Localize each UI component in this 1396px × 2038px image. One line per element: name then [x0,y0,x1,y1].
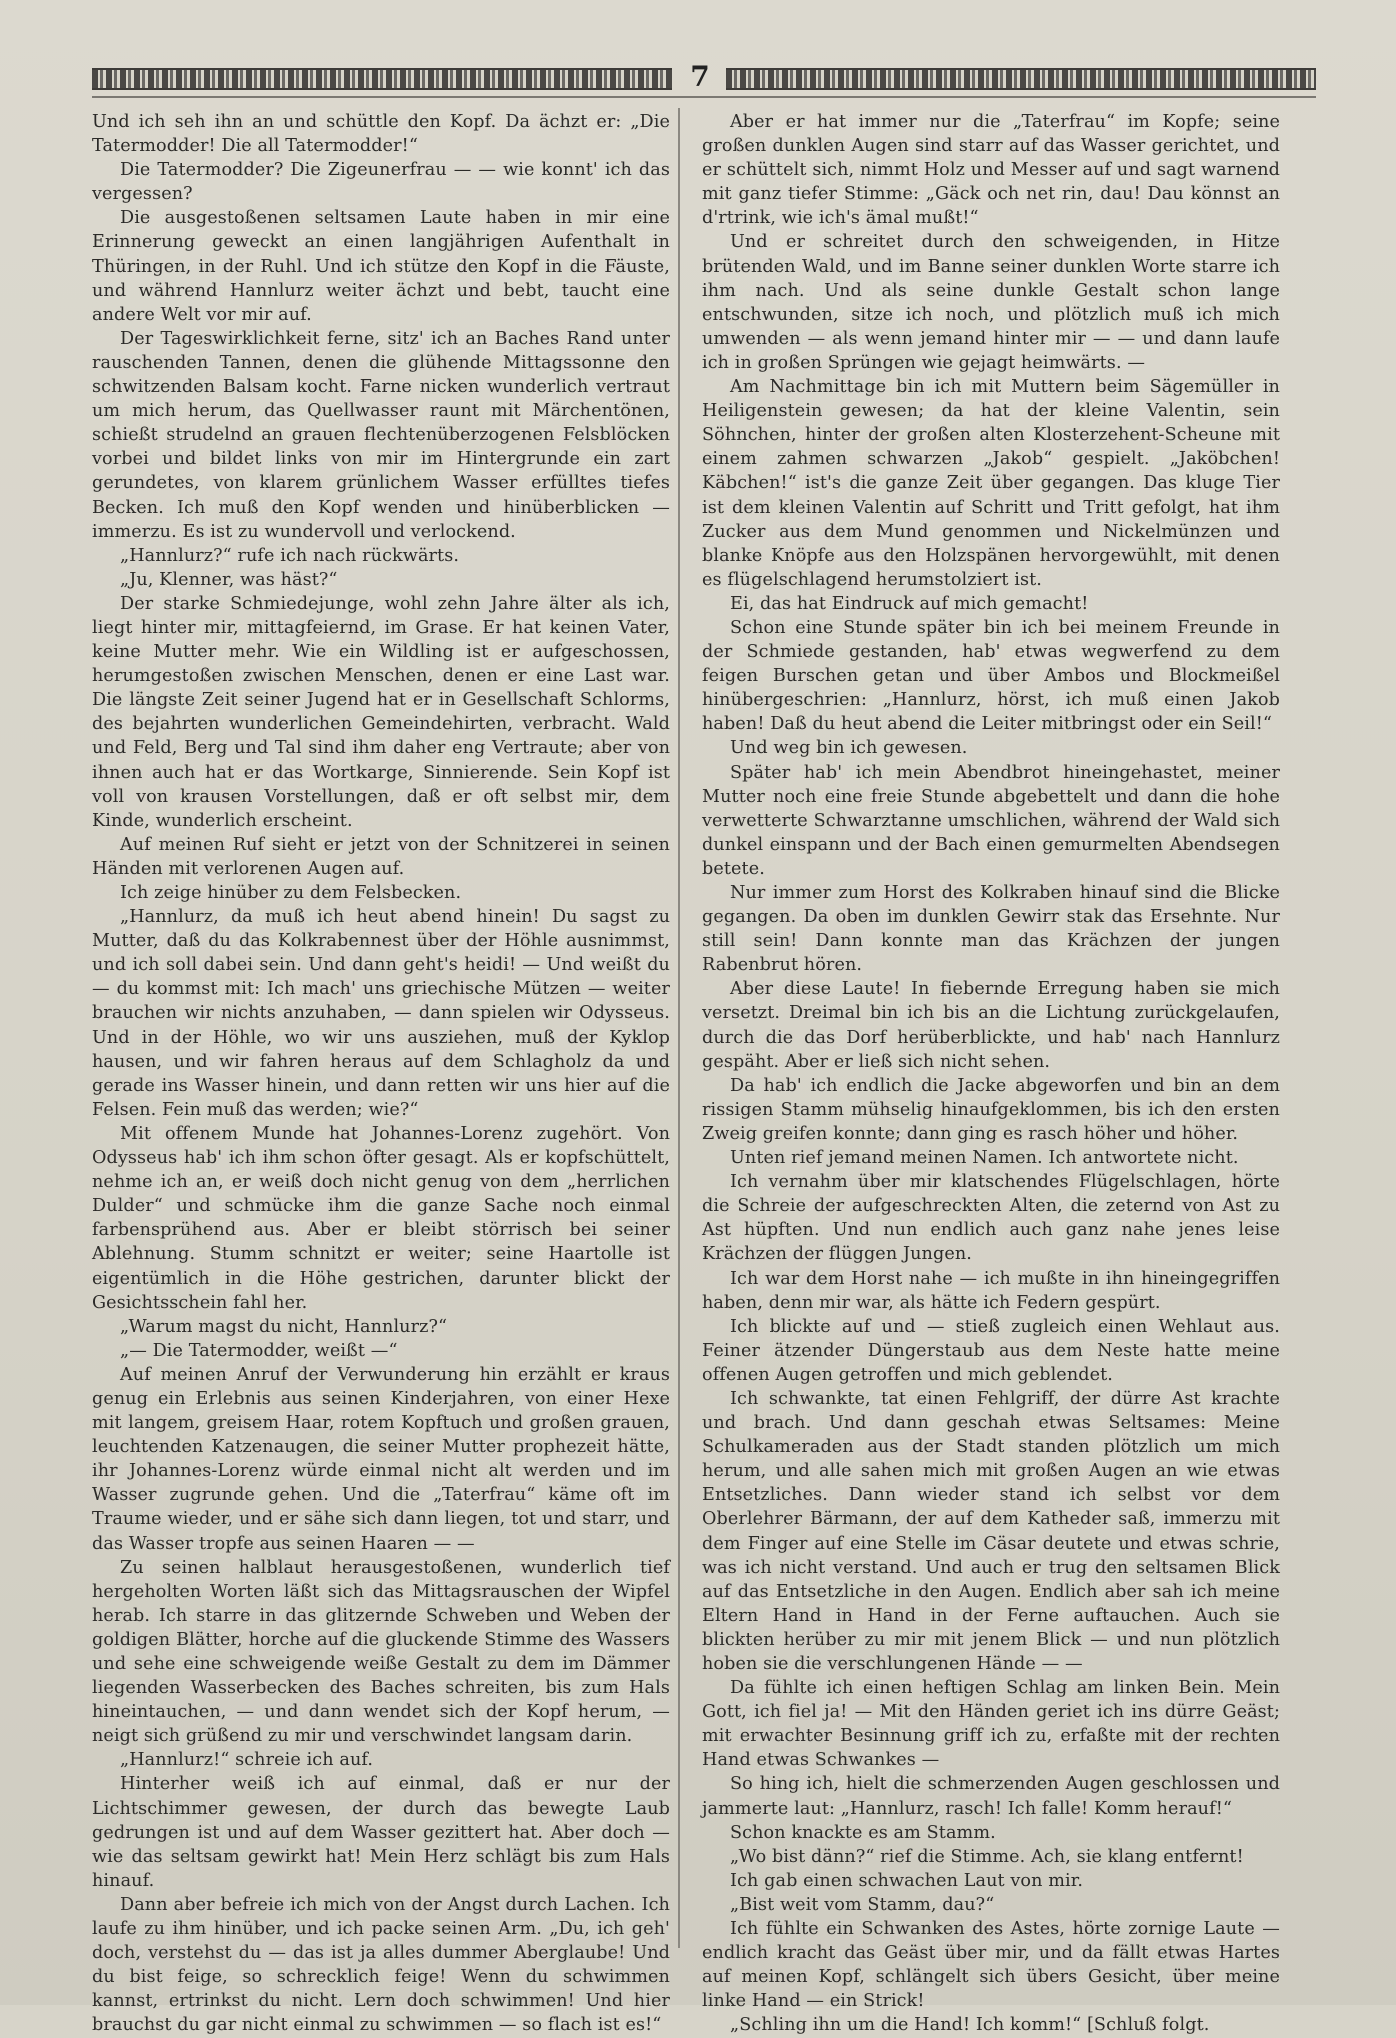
paragraph: Schon eine Stunde später bin ich bei meinem Freunde in der Schmiede gestanden, hab' etwas wegwerfend zu dem feigen Burschen getan und über Ambos und Blockmeißel hinübergeschrien: „Hannlurz, hörst, ich muß einen Jakob haben! Daß du heut abend die Leiter mitbringst oder ein Seil!“ [702,617,1280,735]
paragraph: Ich schwankte, tat einen Fehlgriff, der dürre Ast krachte und brach. Und dann geschah etwas Seltsames: Meine Schulkameraden aus der Stadt standen plötzlich um mich herum, und alle sahen mich mit großen Augen an wie etwas Entsetzliches. Dann wieder stand ich selbst vor dem Oberlehrer Bärmann, der auf dem Katheder saß, immerzu mit dem Finger auf eine Stelle im Cäsar deutete und etwas schrie, was ich nicht verstand. Und auch er trug den seltsamen Blick auf das Entsetzliche in den Augen. Endlich aber sah ich meine Eltern Hand in Hand in der Ferne auftauchen. Auch sie blickten herüber zu mir mit jenem Blick — und nun plötzlich hoben sie die verschlungenen Hände — — [702,1388,1280,1674]
paragraph: „Schling ihn um die Hand! Ich komm!“ [Schluß folgt. [730,2015,1210,2036]
paragraph: Auf meinen Ruf sieht er jetzt von der Schnitzerei in seinen Händen mit verlorenen Augen auf. [92,834,670,879]
left-column [92,110,670,2038]
paragraph: Und er schreitet durch den schweigenden, in Hitze brütenden Wald, und im Banne seiner dunklen Worte starre ich ihm nach. Und als seine dunkle Gestalt schon lange entschwunden, sitze ich noch, und plötzlich muß ich mich umwenden — als wenn jemand hinter mir — — und dann laufe ich in großen Sprüngen wie gejagt heimwärts. — [702,232,1280,373]
paragraph: „Ju, Klenner, was häst?“ [120,569,338,590]
paragraph: Hinterher weiß ich auf einmal, daß er nur der Lichtschimmer gewesen, der durch das bewegte Laub gedrungen ist und auf dem Wasser gezittert hat. Aber doch — wie das seltsam gewirkt hat! Mein Herz schlägt bis zum Hals hinauf. [92,1774,670,1891]
paragraph: Zu seinen halblaut herausgestoßenen, wunderlich tief hergeholten Worten läßt sich das Mittagsrauschen der Wipfel herab. Ich starre in das glitzernde Schweben und Weben der goldigen Blätter, horche auf die gluckende Stimme des Wassers und sehe eine schweigende weiße Gestalt zu dem im Dämmer liegenden Wasserbecken des Baches schreiten, bis zum Hals hineintauchen, — und dann wendet sich der Kopf herum, — neigt sich grüßend zu mir und verschwindet langsam darin. [92,1557,670,1747]
paragraph: „Warum magst du nicht, Hannlurz?“ [120,1316,448,1337]
paragraph: Später hab' ich mein Abendbrot hineingehastet, meiner Mutter noch eine freie Stunde abgebettelt und dann die hohe verwetterte Schwarztanne umschlichen, während der Wald sich dunkel einspann und der Bach einen gemurmelten Abendsegen betete. [702,762,1280,879]
paragraph: Aber diese Laute! In fiebernde Erregung haben sie mich versetzt. Dreimal bin ich bis an die Lichtung zurückgelaufen, durch die das Dorf herüberblickte, und hab' nach Hannlurz gespäht. Aber er ließ sich nicht sehen. [702,979,1280,1072]
paragraph: Nur immer zum Horst des Kolkraben hinauf sind die Blicke gegangen. Da oben im dunklen Gewirr stak das Ersehnte. Nur still sein! Dann konnte man das Krächzen der jungen Rabenbrut hören. [702,883,1280,976]
paragraph: „— Die Tatermodder, weißt —“ [120,1340,398,1361]
right-column [702,110,1280,2038]
paragraph: Die ausgestoßenen seltsamen Laute haben in mir eine Erinnerung geweckt an einen langjährigen Aufenthalt in Thüringen, in der Ruhl. Und ich stütze den Kopf in die Fäuste, und während Hannlurz weiter ächzt und bebt, taucht eine andere Welt vor mir auf. [92,208,670,325]
header-rule [92,96,1316,98]
paragraph: Der starke Schmiedejunge, wohl zehn Jahre älter als ich, liegt hinter mir, mittagfeiernd, im Grase. Er hat keinen Vater, keine Mutter mehr. Wie ein Wildling ist er aufgeschossen, herumgestoßen zwischen Menschen, denen er eine Last war. Die längste Zeit seiner Jugend hat er in Gesellschaft Schlorms, des bejahrten wunderlichen Gemeindehirten, verbracht. Wald und Feld, Berg und Tal sind ihm daher eng Vertraute; aber von ihnen auch hat er das Wortkarge, Sinnierende. Sein Kopf ist voll von krausen Vorstellungen, daß er oft selbst mir, dem Kinde, wunderlich erscheint. [92,593,670,831]
paragraph: Aber er hat immer nur die „Taterfrau“ im Kopfe; seine großen dunklen Augen sind starr auf das Wasser gerichtet, und er schüttelt sich, nimmt Holz und Messer auf und sagt warnend mit ganz tiefer Stimme: „Gäck och net rin, dau! Dau könnst an d'rtrink, wie ich's ämal mußt!“ [702,112,1280,229]
paragraph: Der Tageswirklichkeit ferne, sitz' ich an Baches Rand unter rauschenden Tannen, denen die glühende Mittagssonne den schwitzenden Balsam kocht. Farne nicken wunderlich vertraut um mich herum, das Quellwasser raunt mit Märchentönen, schießt strudelnd an grauen flechtenüberzogenen Felsblöcken vorbei und bildet links von mir im Hintergrunde ein zart gerundetes, von klarem grünlichem Wasser erfülltes tiefes Becken. Ich muß den Kopf wenden und hinüberblicken — immerzu. Es ist zu wundervoll und verlockend. [92,328,670,542]
header-ornament-right [726,68,1316,90]
paragraph: Da hab' ich endlich die Jacke abgeworfen und bin an dem rissigen Stamm mühselig hinaufgeklommen, bis ich den ersten Zweig greifen konnte; dann ging es rasch höher und höher. [702,1075,1280,1144]
paragraph: Und weg bin ich gewesen. [730,738,968,759]
paragraph: „Wo bist dänn?“ rief die Stimme. Ach, sie klang entfernt! [730,1846,1244,1867]
paragraph: Ich blickte auf und — stieß zugleich einen Wehlaut aus. Feiner ätzender Düngerstaub aus dem Neste hatte meine offenen Augen getroffen und mich geblendet. [702,1316,1280,1385]
paragraph: Ich war dem Horst nahe — ich mußte in ihn hineingegriffen haben, denn mir war, als hätte ich Federn gespürt. [702,1268,1280,1313]
page-header [92,62,1316,92]
paragraph: Ich gab einen schwachen Laut von mir. [730,1870,1084,1891]
paragraph: Da fühlte ich einen heftigen Schlag am linken Bein. Mein Gott, ich fiel ja! — Mit den Händen geriet ich ins dürre Geäst; mit erwachter Besinnung griff ich zu, erfaßte mit der rechten Hand etwas Schwankes — [702,1678,1280,1771]
header-ornament-left [92,68,672,90]
paragraph: „Hannlurz, da muß ich heut abend hinein! Du sagst zu Mutter, daß du das Kolkrabennest über der Höhle ausnimmst, und ich soll dabei sein. Und dann geht's heidi! — Und weißt du — du kommst mit: Ich mach' uns griechische Mützen — weiter brauchen wir nichts anzuhaben, — dann spielen wir Odysseus. Und in der Höhle, wo wir uns ausziehen, muß der Kyklop hausen, und wir fahren heraus auf dem Schlagholz da und gerade ins Wasser hinein, und dann retten wir uns hier auf die Felsen. Fein muß das werden; wie?“ [92,907,670,1120]
paragraph: „Hannlurz!“ schreie ich auf. [120,1750,374,1771]
paragraph: „Bist weit vom Stamm, dau?“ [730,1894,995,1915]
paragraph: So hing ich, hielt die schmerzenden Augen geschlossen und jammerte laut: „Hannlurz, rasch! Ich falle! Komm herauf!“ [702,1774,1280,1819]
paragraph: „Hannlurz?“ rufe ich nach rückwärts. [120,545,460,566]
paragraph: Am Nachmittage bin ich mit Muttern beim Sägemüller in Heiligenstein gewesen; da hat der kleine Valentin, sein Söhnchen, hinter der großen alten Klosterzehent-Scheune mit einem zahmen schwarzen „Jakob“ gespielt. „Jaköbchen! Käbchen!“ ist's die ganze Zeit über gegangen. Das kluge Tier ist dem kleinen Valentin auf Schritt und Tritt gefolgt, hat ihm Zucker aus dem Mund genommen und Nickelmünzen und blanke Knöpfe aus den Holzspänen hervorgewühlt, mit denen es flügelschlagend herumstolziert ist. [702,377,1280,590]
paragraph: Mit offenem Munde hat Johannes-Lorenz zugehört. Von Odysseus hab' ich ihm schon öfter gesagt. Als er kopfschüttelt, nehme ich an, er weiß doch nicht genug von dem „herrlichen Dulder“ und schmücke ihm die ganze Sache noch einmal farbensprühend aus. Aber er bleibt störrisch bei seiner Ablehnung. Stumm schnitzt er weiter; seine Haartolle ist eigentümlich in die Höhe gestrichen, darunter blickt der Gesichtsschein fahl her. [92,1123,670,1313]
paragraph: Ich zeige hinüber zu dem Felsbecken. [120,883,462,903]
paragraph: Ich fühlte ein Schwanken des Astes, hörte zornige Laute — endlich kracht das Geäst über mir, und da fällt etwas Hartes auf meinen Kopf, schlängelt sich übers Gesicht, über meine linke Hand — ein Strick! [702,1919,1280,2012]
paragraph: Und ich seh ihn an und schüttle den Kopf. Da ächzt er: „Die Tatermodder! Die all Tatermodder!“ [92,112,670,157]
paragraph: Die Tatermodder? Die Zigeunerfrau — — wie konnt' ich das vergessen? [92,160,670,205]
paragraph: Auf meinen Anruf der Verwunderung hin erzählt er kraus genug ein Erlebnis aus seinen Kinderjahren, von einer Hexe mit langem, greisem Haar, rotem Kopftuch und großen grauen, leuchtenden Katzenaugen, die seiner Mutter prophezeit hätte, ihr Johannes-Lorenz würde einmal nicht alt werden und im Wasser zugrunde gehen. Und die „Taterfrau“ käme oft im Traume wieder, und er sähe sich dann liegen, tot und starr, und das Wasser tropfe aus seinen Haaren — — [92,1364,670,1554]
paragraph: Unten rief jemand meinen Namen. Ich antwortete nicht. [730,1148,1239,1169]
page-number: 7 [690,60,710,93]
column-divider [678,108,680,1948]
paragraph: Ich vernahm über mir klatschendes Flügelschlagen, hörte die Schreie der aufgeschreckten Alten, die zeternd von Ast zu Ast hüpften. Und nun endlich auch ganz nahe jenes leise Krächzen der flüggen Jungen. [702,1172,1280,1265]
paragraph: Schon knackte es am Stamm. [730,1822,996,1843]
paragraph: Dann aber befreie ich mich von der Angst durch Lachen. Ich laufe zu ihm hinüber, und ich packe seinen Arm. „Du, ich geh' doch, verstehst du — das ist ja alles dummer Aberglaube! Und du bist feige, so schrecklich feige! Wenn du schwimmen kannst, ertrinkst du nicht. Lern doch schwimmen! Und hier brauchst du gar nicht einmal zu schwimmen — so flach ist es!“ [92,1894,670,2036]
paragraph: Ei, das hat Eindruck auf mich gemacht! [730,593,1089,614]
